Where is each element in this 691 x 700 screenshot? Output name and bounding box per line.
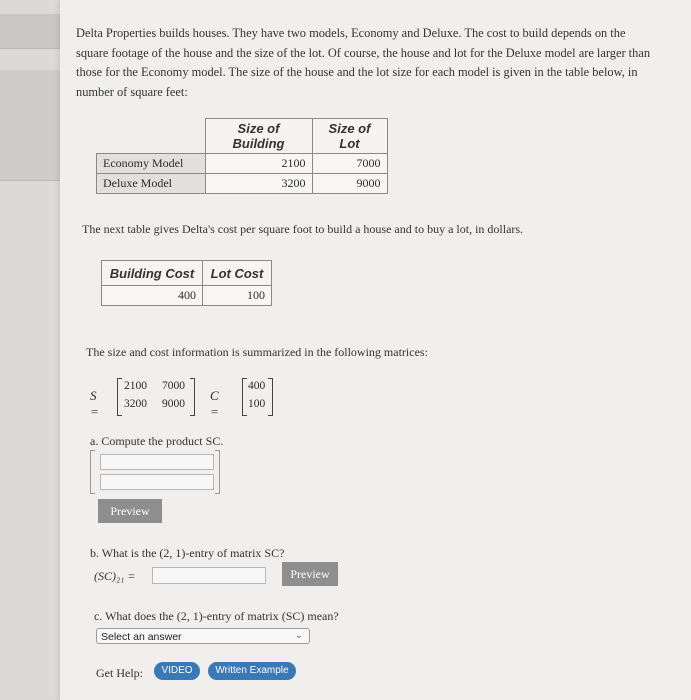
part-c-question: c. What does the (2, 1)-entry of matrix (SC) mean? — [94, 609, 339, 623]
matrix-s-cell: 2100 — [124, 380, 147, 392]
matrix-c-cell: 400 — [248, 380, 266, 392]
chevron-down-icon: ⌄ — [294, 630, 303, 641]
sc-answer-matrix — [90, 450, 220, 494]
matrix-s-cell: 9000 — [162, 398, 185, 410]
answer-select[interactable] — [96, 628, 310, 644]
sc-entry-1-input[interactable] — [100, 454, 214, 470]
cell-building-cost: 400 — [102, 286, 203, 306]
table-row — [102, 286, 272, 306]
matrix-c-cell: 100 — [248, 398, 266, 410]
select-value: Select an answer — [101, 631, 182, 643]
side-tab[interactable] — [0, 158, 60, 181]
header-size-of-lot: Size of Lot — [312, 119, 387, 154]
size-table — [96, 118, 388, 194]
video-help-button[interactable]: VIDEO — [154, 662, 200, 680]
written-example-button[interactable]: Written Example — [208, 662, 296, 680]
side-tab[interactable] — [0, 136, 60, 159]
cost-intro: The next table gives Delta's cost per square foot to build a house and to buy a lot, in dollars. — [82, 222, 524, 236]
cell-deluxe-lot: 9000 — [312, 174, 387, 194]
side-tab[interactable] — [0, 92, 60, 115]
get-help-label: Get Help: — [96, 666, 143, 680]
question-page — [60, 0, 691, 700]
side-tab[interactable] — [0, 70, 60, 93]
side-tab[interactable] — [0, 14, 60, 49]
sc21-label: (SC)₂₁ = — [94, 569, 136, 583]
part-b-preview-button[interactable]: Preview — [282, 562, 338, 586]
matrix-s-label: S = — [90, 388, 99, 419]
cell-deluxe-building: 3200 — [205, 174, 312, 194]
row-label-economy: Economy Model — [97, 154, 206, 174]
matrix-s-cell: 3200 — [124, 398, 147, 410]
matrix-summary: The size and cost information is summarized in the following matrices: — [86, 345, 428, 359]
problem-intro: Delta Properties builds houses. They have two models, Economy and Deluxe. The cost to build depends on the square footage of the house and the size of the lot. Of course, the house and lot for the Deluxe model are larger than those for the Economy model. The size of the house and the lot size for each model is given in the table below, in number of square feet: — [76, 26, 651, 99]
sc-entry-2-input[interactable] — [100, 474, 214, 490]
table-row — [97, 174, 388, 194]
matrix-s-cell: 7000 — [162, 380, 185, 392]
header-size-of-building: Size of Building — [205, 119, 312, 154]
table-row — [97, 154, 388, 174]
part-b-question: b. What is the (2, 1)-entry of matrix SC? — [90, 546, 285, 560]
header-lot-cost: Lot Cost — [203, 261, 272, 286]
part-a-question: a. Compute the product SC. — [90, 434, 224, 448]
sc21-input[interactable] — [152, 567, 266, 584]
cell-lot-cost: 100 — [203, 286, 272, 306]
header-building-cost: Building Cost — [102, 261, 203, 286]
part-a-preview-button[interactable]: Preview — [98, 499, 162, 523]
side-tab[interactable] — [0, 114, 60, 137]
side-panel — [0, 0, 60, 700]
matrix-c-label: C = — [210, 388, 219, 419]
cell-economy-building: 2100 — [205, 154, 312, 174]
cell-economy-lot: 7000 — [312, 154, 387, 174]
cost-table — [101, 260, 272, 306]
row-label-deluxe: Deluxe Model — [97, 174, 206, 194]
